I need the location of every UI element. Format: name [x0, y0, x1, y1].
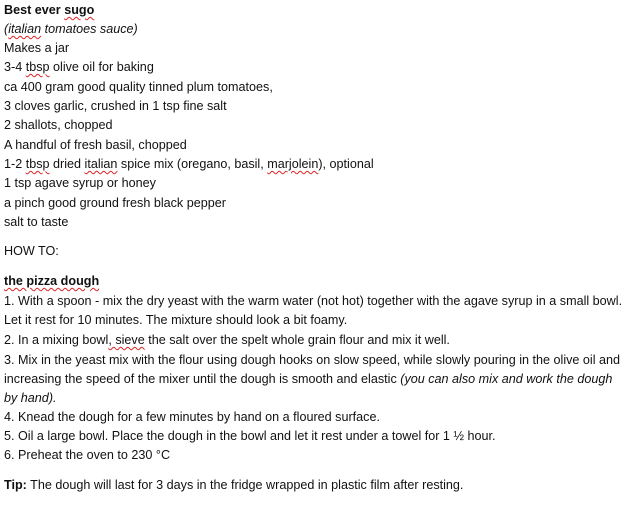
step-note: (you can also mix and work the dough by hand).	[4, 372, 613, 405]
step-text: the salt over the spelt whole grain flour and mix it well.	[144, 333, 450, 347]
step-text: 2. In a mixing bowl	[4, 333, 109, 347]
recipe-title	[4, 2, 624, 19]
ingredient-text: dried	[49, 157, 85, 171]
how-to-heading: HOW TO:	[4, 244, 59, 258]
ingredient-pepper: a pinch good ground fresh black pepper	[4, 196, 226, 210]
ingredient-spice-mix	[4, 156, 624, 173]
ingredient-unit: tbsp	[25, 157, 50, 171]
ingredient-text: ), optional	[318, 157, 374, 171]
ingredient-basil: A handful of fresh basil, chopped	[4, 138, 187, 152]
step-6: 6. Preheat the oven to 230 °C	[4, 448, 171, 462]
ingredient-salt: salt to taste	[4, 215, 69, 229]
step-3	[4, 351, 624, 408]
ingredient-text: olive oil for baking	[49, 60, 154, 74]
step-4: 4. Knead the dough for a few minutes by hand on a floured surface.	[4, 410, 380, 424]
section-heading-text: the pizza dough	[4, 274, 100, 288]
step-2	[4, 332, 624, 349]
section-heading	[4, 273, 624, 290]
subtitle-word-italian: italian	[8, 22, 42, 36]
tip-label: Tip:	[4, 478, 27, 492]
ingredient-agave: 1 tsp agave syrup or honey	[4, 176, 156, 190]
ingredient-unit: tbsp	[25, 60, 50, 74]
recipe-yield: Makes a jar	[4, 41, 70, 55]
ingredient-tomatoes: ca 400 gram good quality tinned plum tomatoes,	[4, 80, 273, 94]
ingredient-word-italian: italian	[84, 157, 118, 171]
tip-text: The dough will last for 3 days in the fridge wrapped in plastic film after resting.	[26, 478, 464, 492]
step-text: 3. Mix in the yeast mix with the flour using dough hooks on slow speed, while slowly pouring in the olive oil and increasing the speed of the mixer until the dough is smooth and elastic	[4, 353, 621, 386]
ingredient-oil	[4, 59, 624, 76]
step-word-sieve: sieve	[115, 333, 145, 347]
ingredient-word-marjolein: marjolein	[267, 157, 319, 171]
title-text: Best ever	[4, 3, 65, 17]
ingredient-text: 3-4	[4, 60, 26, 74]
subtitle-open: (	[4, 22, 9, 36]
ingredient-garlic: 3 cloves garlic, crushed in 1 tsp fine salt	[4, 99, 227, 113]
ingredient-text: spice mix (oregano, basil,	[117, 157, 268, 171]
recipe-subtitle	[4, 21, 624, 38]
step-5: 5. Oil a large bowl. Place the dough in the bowl and let it rest under a towel for 1 ½ hour.	[4, 429, 496, 443]
ingredient-text: 1-2	[4, 157, 26, 171]
step-punct: ,	[108, 333, 116, 347]
step-1: 1. With a spoon - mix the dry yeast with the warm water (not hot) together with the agave syrup in a small bowl. Let it rest for 10 minutes. The mixture should look a bit foamy.	[4, 294, 623, 327]
ingredient-shallots: 2 shallots, chopped	[4, 118, 113, 132]
subtitle-rest: tomatoes sauce)	[41, 22, 138, 36]
tip-paragraph	[4, 477, 624, 494]
title-word-sugo: sugo	[64, 3, 95, 17]
